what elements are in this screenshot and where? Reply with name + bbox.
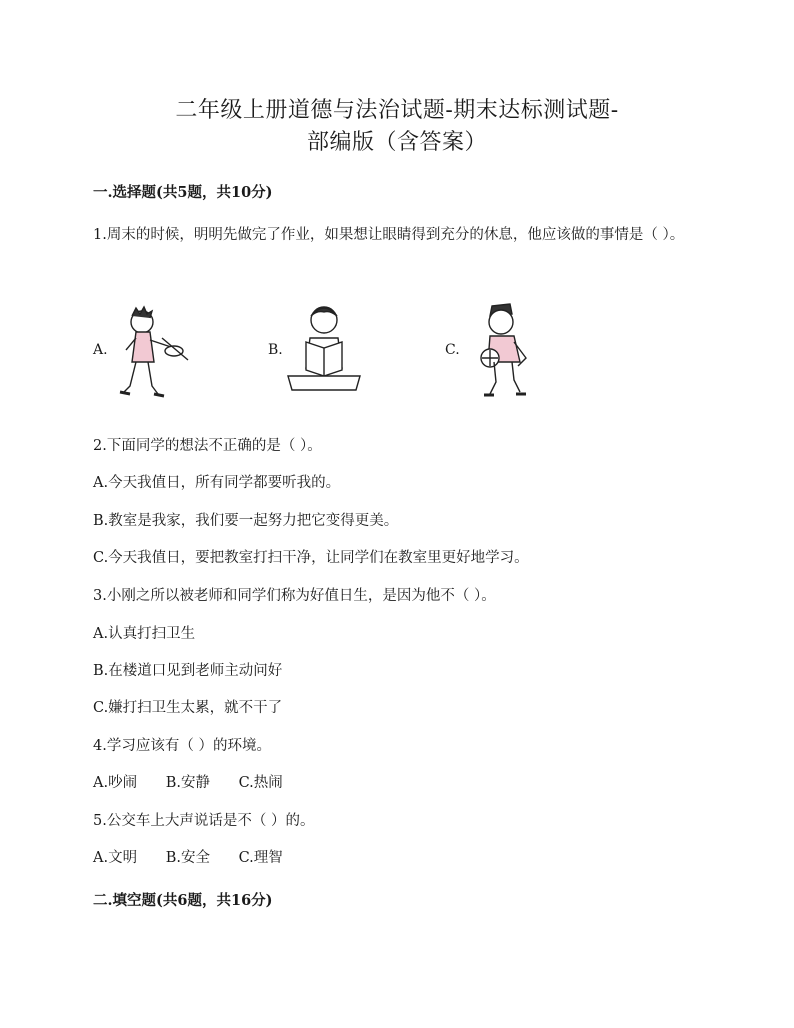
q5-options — [93, 848, 307, 868]
section-heading-fill: 二.填空题(共6题，共16分) — [93, 892, 273, 909]
question-1: 1.周末的时候，明明先做完了作业，如果想让眼睛得到充分的休息，他应该做的事情是（ ）。 — [93, 227, 685, 243]
q4-option-a: A.吵闹 — [93, 775, 138, 791]
question-3: 3.小刚之所以被老师和同学们称为好值日生，是因为他不（ ）。 — [93, 588, 496, 604]
q5-option-b: B.安全 — [165, 850, 210, 866]
boy-basketball-icon — [466, 300, 536, 400]
q1-option-b-label: B. — [268, 342, 283, 358]
q2-option-c: C.今天我值日，要把教室打扫干净，让同学们在教室里更好地学习。 — [93, 550, 529, 566]
q5-option-c: C.理智 — [238, 850, 283, 866]
page-title-line1: 二年级上册道德与法治试题-期末达标测试题- — [175, 98, 619, 123]
q2-option-a: A.今天我值日，所有同学都要听我的。 — [93, 475, 341, 491]
q5-option-a: A.文明 — [93, 850, 138, 866]
q1-option-c-label: C. — [445, 342, 460, 358]
q3-option-b: B.在楼道口见到老师主动问好 — [93, 663, 283, 679]
q2-option-b: B.教室是我家，我们要一起努力把它变得更美。 — [93, 513, 399, 529]
section-heading-choice: 一.选择题(共5题，共10分) — [93, 184, 273, 201]
q4-options — [93, 773, 307, 793]
page-title-line2: 部编版（含答案） — [306, 130, 487, 155]
question-4: 4.学习应该有（ ）的环境。 — [93, 738, 271, 754]
question-2: 2.下面同学的想法不正确的是（ ）。 — [93, 438, 322, 454]
question-5: 5.公交车上大声说话是不（ ）的。 — [93, 813, 315, 829]
q4-option-c: C.热闹 — [238, 775, 283, 791]
boy-violin-icon — [112, 302, 192, 402]
q3-option-a: A.认真打扫卫生 — [93, 626, 196, 642]
q4-option-b: B.安静 — [165, 775, 210, 791]
boy-reading-icon — [284, 298, 364, 392]
q3-option-c: C.嫌打扫卫生太累，就不干了 — [93, 700, 283, 716]
q1-option-a-label: A. — [93, 342, 108, 358]
